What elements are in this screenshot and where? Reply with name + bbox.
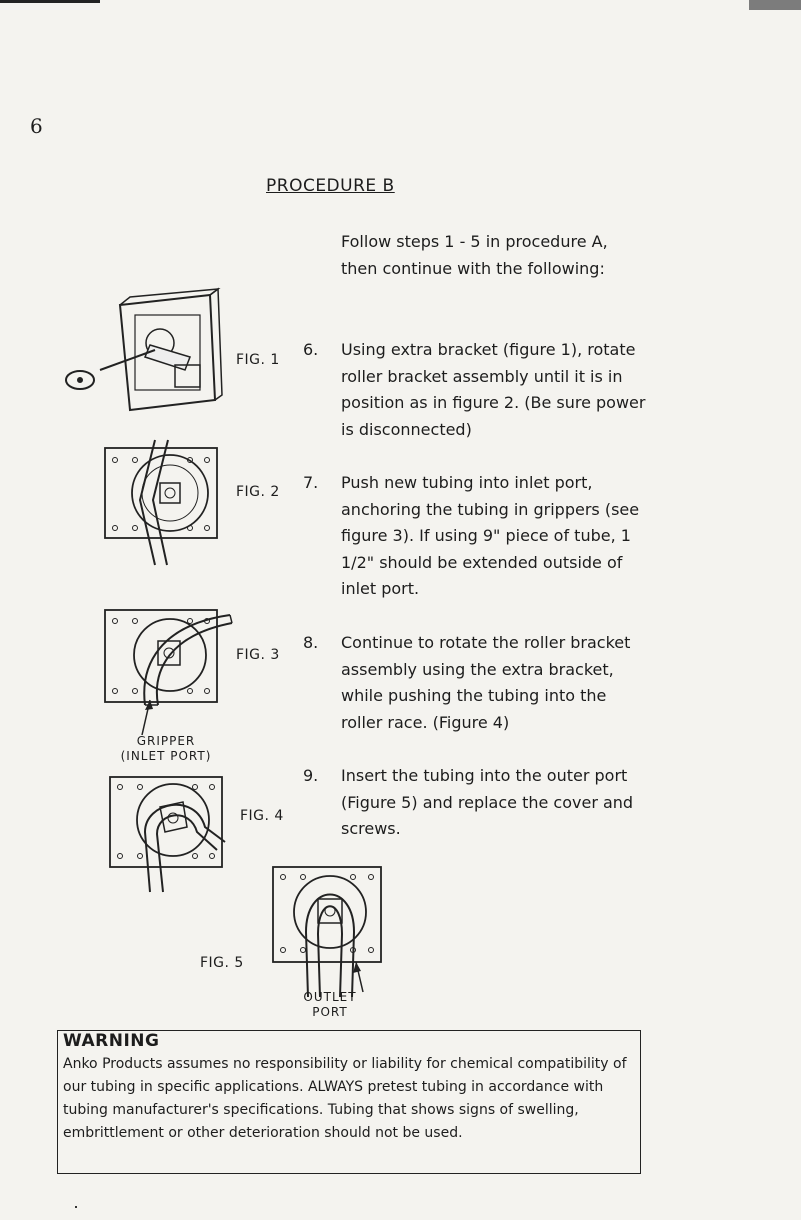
warning-box (57, 1030, 641, 1174)
fig1-label: FIG. 1 (236, 352, 280, 368)
fig2-label: FIG. 2 (236, 484, 280, 500)
figure-5-illustration (268, 862, 388, 1002)
fig4-label: FIG. 4 (240, 808, 284, 824)
scan-edge-line (0, 0, 100, 3)
step-number: 7. (303, 473, 319, 492)
warning-title: WARNING (63, 1031, 160, 1051)
step-number: 6. (303, 340, 319, 359)
gripper-callout (110, 734, 222, 764)
scan-corner-mark (749, 0, 801, 10)
step-text: Using extra bracket (figure 1), rotate roller bracket assembly until it is in position as in figure 2. (Be sure power is disconnected) (341, 340, 646, 439)
gripper-label: GRIPPER (136, 734, 196, 748)
step-text: Continue to rotate the roller bracket assembly using the extra bracket, while pushing the tubing into the roller race. (Figure 4) (341, 633, 631, 732)
outlet-callout (300, 990, 360, 1020)
page-number: 6 (30, 114, 43, 138)
fig3-label: FIG. 3 (236, 647, 280, 663)
figure-2-illustration (100, 440, 220, 570)
outlet-label: OUTLET (303, 990, 357, 1004)
warning-text: Anko Products assumes no responsibility or liability for chemical compatibility of our tubing in specific applications. ALWAYS pretest tubing in accordance with tubing manufacturer's specifications. Tubing that shows signs of swelling, embrittlement or other deterioration should not be used. (63, 1056, 627, 1141)
inlet-port-label: (INLET PORT) (120, 749, 212, 763)
scan-speck (75, 1206, 77, 1208)
step-text: Push new tubing into inlet port, anchoring the tubing in grippers (see figure 3). If using 9" piece of tube, 1 1/2" should be extended outside of inlet port. (341, 473, 640, 598)
step-number: 8. (303, 633, 319, 652)
figure-1-illustration (60, 285, 230, 425)
step-text: Insert the tubing into the outer port (Figure 5) and replace the cover and screws. (341, 766, 634, 838)
fig5-label: FIG. 5 (200, 955, 244, 971)
page-title: PROCEDURE B (266, 176, 395, 196)
port-label: PORT (312, 1005, 348, 1019)
intro-text: Follow steps 1 - 5 in procedure A, then continue with the following: (341, 232, 608, 278)
figure-4-illustration (105, 772, 235, 897)
step-number: 9. (303, 766, 319, 785)
figure-3-illustration (100, 605, 240, 740)
